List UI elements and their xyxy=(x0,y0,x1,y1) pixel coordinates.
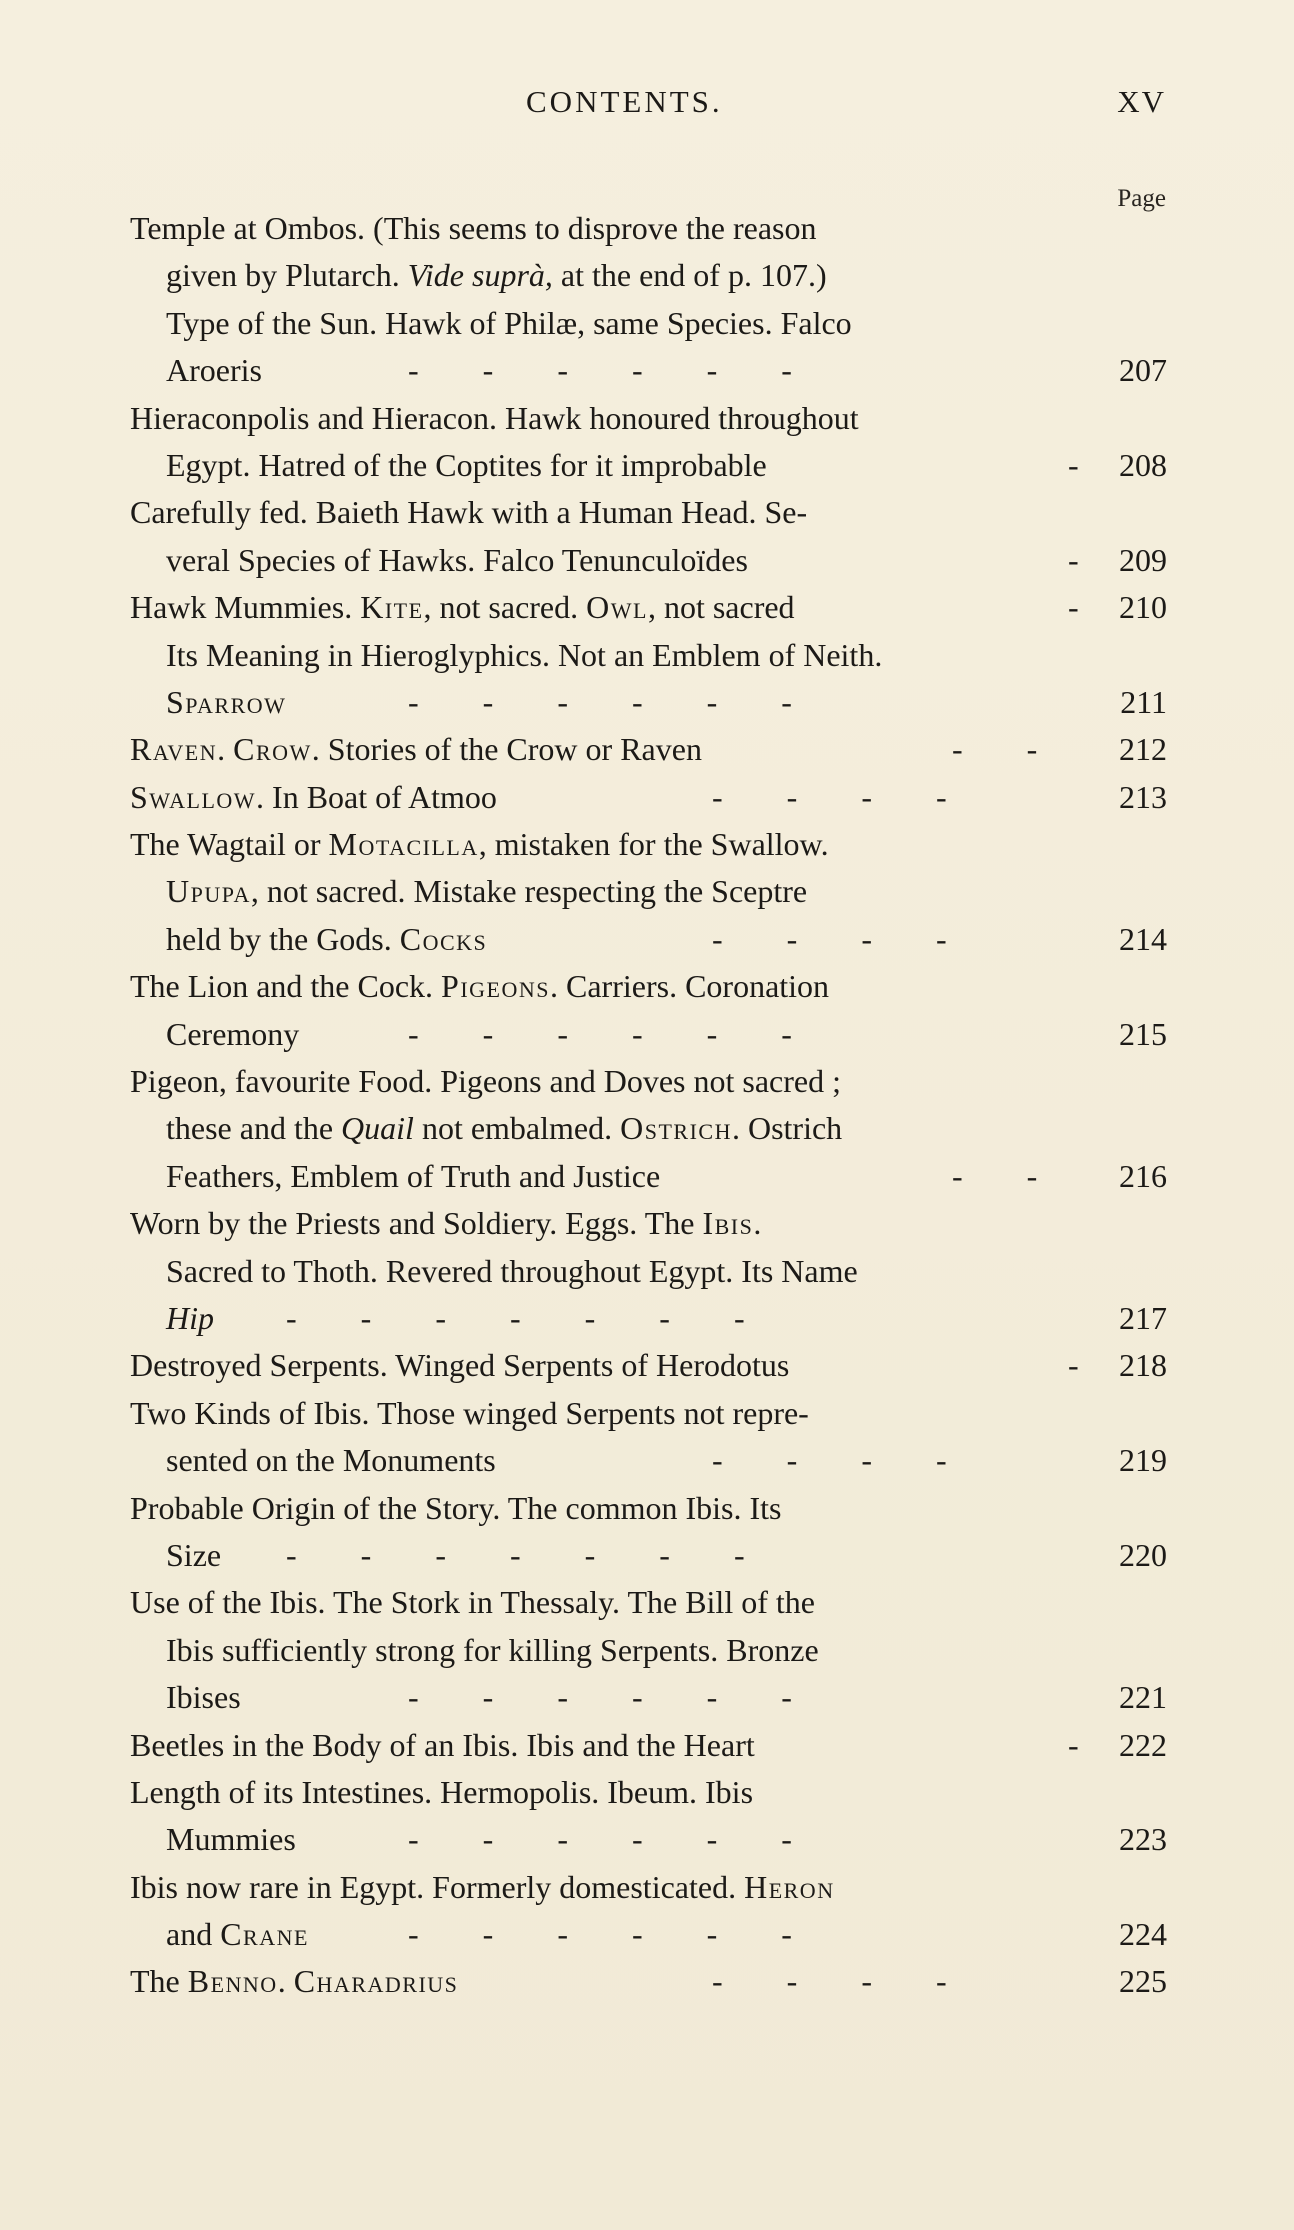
contents-line xyxy=(0,1911,1294,1958)
page-column-label: Page xyxy=(1117,185,1166,212)
contents-line xyxy=(0,1769,1294,1816)
dot-leaders: - - - - - - - xyxy=(286,1536,745,1573)
contents-line xyxy=(0,537,1294,584)
page-number: 213 xyxy=(1119,778,1167,815)
contents-line xyxy=(0,1485,1294,1532)
page-number: 207 xyxy=(1119,352,1167,389)
page-number: 215 xyxy=(1119,1015,1167,1052)
page-number: 208 xyxy=(1119,446,1167,483)
contents-line xyxy=(0,1816,1294,1863)
contents-line xyxy=(0,1011,1294,1058)
page-number: 214 xyxy=(1119,920,1167,957)
page-number: 210 xyxy=(1119,589,1167,626)
contents-line xyxy=(0,1295,1294,1342)
page-number: 218 xyxy=(1119,1347,1167,1384)
contents-line-text: veral Species of Hawks. Falco Tenunculoïdes xyxy=(166,541,748,578)
contents-line xyxy=(0,1342,1294,1389)
page-number: 224 xyxy=(1119,1916,1167,1953)
contents-line-text: Egypt. Hatred of the Coptites for it improbable xyxy=(166,446,767,483)
contents-line xyxy=(0,679,1294,726)
contents-line xyxy=(0,1958,1294,2005)
contents-line xyxy=(0,489,1294,536)
contents-list xyxy=(0,205,1294,2006)
contents-line xyxy=(0,252,1294,299)
contents-line xyxy=(0,1105,1294,1152)
contents-line-text: sented on the Monuments xyxy=(166,1442,496,1479)
contents-line-text: Type of the Sun. Hawk of Philæ, same Species. Falco xyxy=(166,304,852,341)
dot-leaders: - - - - xyxy=(712,920,947,957)
contents-line xyxy=(0,916,1294,963)
dot-leaders: - - - - xyxy=(712,1442,947,1479)
contents-line xyxy=(0,963,1294,1010)
contents-line-text: Upupa, not sacred. Mistake respecting the Sceptre xyxy=(166,873,808,910)
contents-line xyxy=(0,442,1294,489)
contents-line xyxy=(0,1674,1294,1721)
contents-line-text: The Benno. Charadrius xyxy=(130,1963,459,2000)
contents-line-text: Ibises xyxy=(166,1679,241,1716)
dot-leaders: - xyxy=(1068,1726,1079,1763)
contents-line-text: held by the Gods. Cocks xyxy=(166,920,488,957)
dot-leaders: - - - - - - xyxy=(408,1015,792,1052)
contents-line-text: Swallow. In Boat of Atmoo xyxy=(130,778,497,815)
contents-line-text: Ibis sufficiently strong for killing Serpents. Bronze xyxy=(166,1631,819,1668)
contents-line-text: Carefully fed. Baieth Hawk with a Human Head. Se- xyxy=(130,494,808,531)
contents-line-text: Worn by the Priests and Soldiery. Eggs. The Ibis. xyxy=(130,1205,762,1242)
contents-line xyxy=(0,1248,1294,1295)
page-number: 212 xyxy=(1119,731,1167,768)
dot-leaders: - xyxy=(1068,589,1079,626)
dot-leaders: - - xyxy=(952,1157,1038,1194)
contents-line xyxy=(0,300,1294,347)
contents-line-text: Temple at Ombos. (This seems to disprove the reason xyxy=(130,210,817,246)
contents-line xyxy=(0,1437,1294,1484)
contents-line xyxy=(0,1864,1294,1911)
page-number: 221 xyxy=(1119,1679,1167,1716)
contents-line xyxy=(0,868,1294,915)
page-number: 216 xyxy=(1119,1157,1167,1194)
contents-line xyxy=(0,1627,1294,1674)
page-number: 209 xyxy=(1119,541,1167,578)
contents-line-text: and Crane xyxy=(166,1916,309,1953)
contents-line-text: The Lion and the Cock. Pigeons. Carriers. Coronation xyxy=(130,968,830,1005)
contents-line xyxy=(0,632,1294,679)
contents-line xyxy=(0,821,1294,868)
contents-line-text: Ibis now rare in Egypt. Formerly domesticated. Heron xyxy=(130,1868,835,1905)
contents-line-text: Beetles in the Body of an Ibis. Ibis and the Heart xyxy=(130,1726,755,1763)
running-head xyxy=(126,84,1166,124)
dot-leaders: - - - - - - xyxy=(408,683,792,720)
contents-line-text: Two Kinds of Ibis. Those winged Serpents not repre- xyxy=(130,1394,809,1431)
dot-leaders: - - - - - - xyxy=(408,1679,792,1716)
contents-line-text: these and the Quail not embalmed. Ostrich. Ostrich xyxy=(166,1110,843,1147)
contents-line-text: Aroeris xyxy=(166,352,262,389)
contents-line-text: Mummies xyxy=(166,1821,296,1858)
page-number: 211 xyxy=(1120,683,1167,720)
dot-leaders: - xyxy=(1068,541,1079,578)
page-number: 220 xyxy=(1119,1536,1167,1573)
page-number: 223 xyxy=(1119,1821,1167,1858)
contents-line xyxy=(0,395,1294,442)
contents-line-text: Ceremony xyxy=(166,1015,300,1052)
dot-leaders: - xyxy=(1068,1347,1079,1384)
contents-line xyxy=(0,347,1294,394)
page-number: 225 xyxy=(1119,1963,1167,2000)
contents-line-text: Destroyed Serpents. Winged Serpents of Herodotus xyxy=(130,1347,790,1384)
running-head-title: CONTENTS. xyxy=(526,84,723,119)
contents-line xyxy=(0,205,1294,252)
contents-line-text: Sacred to Thoth. Revered throughout Egypt. Its Name xyxy=(166,1252,858,1289)
contents-line-text: Raven. Crow. Stories of the Crow or Raven xyxy=(130,731,702,768)
contents-line xyxy=(0,726,1294,773)
contents-line-text: given by Plutarch. Vide suprà, at the end of p. 107.) xyxy=(166,257,827,294)
dot-leaders: - - - - - - xyxy=(408,1821,792,1858)
contents-line xyxy=(0,774,1294,821)
contents-line xyxy=(0,584,1294,631)
contents-line-text: Length of its Intestines. Hermopolis. Ibeum. Ibis xyxy=(130,1773,754,1810)
page-folio: XV xyxy=(1117,84,1166,119)
contents-line-text: Use of the Ibis. The Stork in Thessaly. The Bill of the xyxy=(130,1584,815,1621)
contents-line xyxy=(0,1058,1294,1105)
contents-line xyxy=(0,1532,1294,1579)
contents-line-text: Probable Origin of the Story. The common Ibis. Its xyxy=(130,1489,782,1526)
contents-line-text: Size xyxy=(166,1536,222,1573)
dot-leaders: - - - - - - - xyxy=(286,1299,745,1336)
dot-leaders: - - - - xyxy=(712,1963,947,2000)
contents-line xyxy=(0,1390,1294,1437)
contents-line xyxy=(0,1200,1294,1247)
contents-line xyxy=(0,1579,1294,1626)
page-number: 222 xyxy=(1119,1726,1167,1763)
dot-leaders: - xyxy=(1068,446,1079,483)
dot-leaders: - - - - - - xyxy=(408,1916,792,1953)
dot-leaders: - - - - - - xyxy=(408,352,792,389)
contents-line-text: Pigeon, favourite Food. Pigeons and Doves not sacred ; xyxy=(130,1063,841,1100)
contents-line-text: Its Meaning in Hieroglyphics. Not an Emblem of Neith. xyxy=(166,636,883,673)
contents-line xyxy=(0,1722,1294,1769)
dot-leaders: - - - - xyxy=(712,778,947,815)
page-number: 219 xyxy=(1119,1442,1167,1479)
dot-leaders: - - xyxy=(952,731,1038,768)
contents-line-text: The Wagtail or Motacilla, mistaken for the Swallow. xyxy=(130,826,829,863)
contents-line-text: Hip xyxy=(166,1299,214,1336)
contents-line-text: Sparrow xyxy=(166,683,287,720)
contents-line-text: Hawk Mummies. Kite, not sacred. Owl, not sacred xyxy=(130,589,795,626)
contents-line-text: Feathers, Emblem of Truth and Justice xyxy=(166,1157,661,1194)
contents-line-text: Hieraconpolis and Hieracon. Hawk honoured throughout xyxy=(130,399,859,436)
contents-line xyxy=(0,1153,1294,1200)
page-number: 217 xyxy=(1119,1299,1167,1336)
